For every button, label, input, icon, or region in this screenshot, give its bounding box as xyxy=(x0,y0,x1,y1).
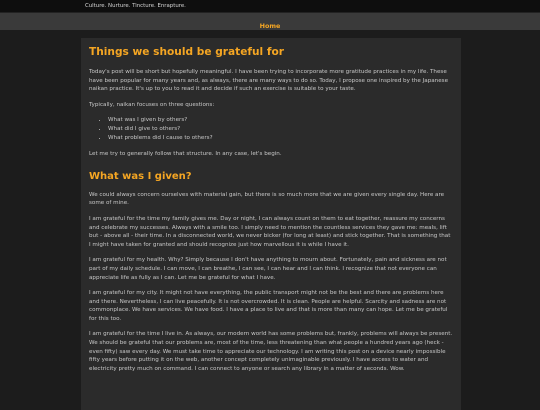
post-title: Things we should be grateful for xyxy=(89,46,284,58)
section-heading: What was I given? xyxy=(89,170,192,182)
article-container xyxy=(81,38,461,410)
site-tagline: Culture. Nurture. Tincture. Enrapture. xyxy=(85,3,186,9)
section-paragraph: I am grateful for my city. It might not have everything, the public transport might not be the best and there are problems here and there. Nevertheless, I can live peacefully. It is not overcrowded. It is clean. People are helpful. Scarcity and sadness are not commonplace. We have services. We have food. I have a place to live and that is more than many can hope. Let me be grateful for this too. xyxy=(89,290,448,322)
top-bar xyxy=(0,0,540,13)
section-paragraph: I am grateful for the time I live in. As always, our modern world has some problems but, frankly, problems will always be present. We should be grateful that our problems are, most of the time, less threatening than what people a hundred years ago (heck - even fifty) saw every day. We must take time to appreciate our technology. I am writing this post on a device nearly impossible fifty years before putting it on the web, another concept completely unimaginable previously. I have access to water and electricity pretty much on command. I can connect to anyone or search any library in a matter of seconds. Wow. xyxy=(89,331,453,372)
intro-paragraph: Today's post will be short but hopefully meaningful. I have been trying to incorporate more gratitude practices in my life. These have been popular for many years and, as always, there are many ways to do so. Today, I propose one inspired by the Japanese naikan practice. It's up to you to read it and decide if such an exercise is suitable to your taste. xyxy=(89,69,449,93)
list-item: • What was I given by others? xyxy=(108,116,453,125)
list-item: • What did I give to others? xyxy=(108,125,453,134)
list-item: • What problems did I cause to others? xyxy=(108,134,453,143)
section-paragraph: I am grateful for my health. Why? Simply because I don't have anything to mourn about. Fortunately, pain and sickness are not part of my daily schedule. I can move, I can breathe, I can see, I can hear and I can think. I recognize that not everyone can appreciate life as fully as I can. Let me be grateful for what I have. xyxy=(89,257,447,281)
questions-intro: Typically, naikan focuses on three questions: xyxy=(89,101,215,108)
questions-list xyxy=(89,116,453,142)
nav-bar xyxy=(0,13,540,30)
section-paragraph: We could always concern ourselves with material gain, but there is so much more that we are given every single day. Here are some of mine. xyxy=(89,191,445,207)
nav-home-link[interactable]: Home xyxy=(259,22,281,30)
section-paragraph: I am grateful for the time my family gives me. Day or night, I can always count on them to eat together, reassure my concerns and celebrate my successes. Always with a smile too. I simply need to mention the countless services they gave me: meals, lift but - above all - their time. In a disconnected world, we never bicker (for long at least) and stick together. That is something that I might have taken for granted and should recognize just how marvellous it is while I have it. xyxy=(89,215,451,248)
structure-note: Let me try to generally follow that structure. In any case, let's begin. xyxy=(89,151,282,158)
